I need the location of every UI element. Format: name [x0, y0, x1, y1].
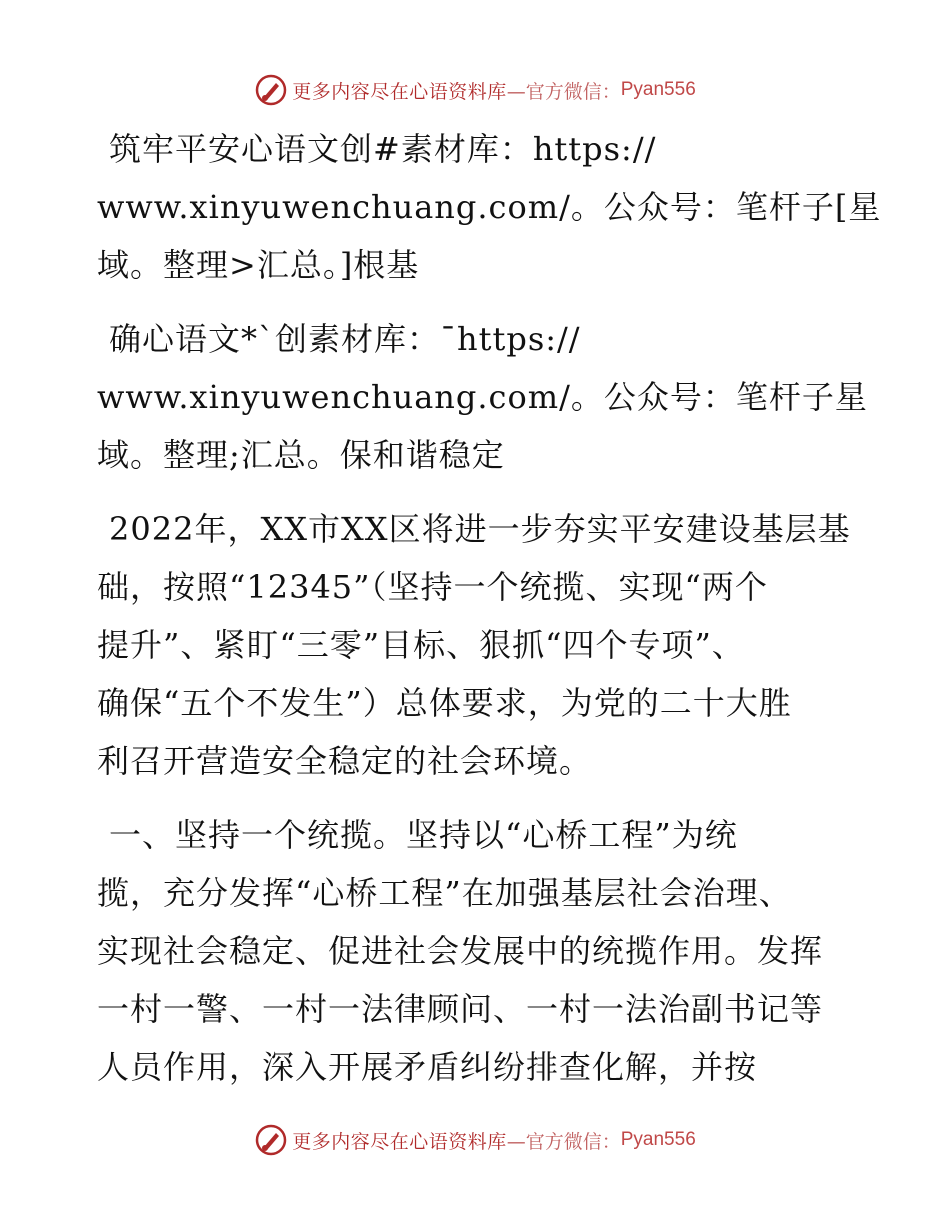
paragraph-line: 筑牢平安心语文创#素材库：https:// — [109, 130, 657, 168]
document-body — [97, 120, 882, 1112]
brush-logo-icon — [254, 73, 288, 107]
paragraph-line: 人员作用，深入开展矛盾纠纷排查化解，并按 — [97, 1048, 758, 1086]
paragraph-line: 确保“五个不发生”）总体要求，为党的二十大胜 — [97, 684, 792, 722]
paragraph-line: www.xinyuwenchuang.com/。公众号：笔杆子[星 — [97, 188, 882, 226]
watermark-text: 更多内容尽在心语资料库 — [292, 80, 507, 103]
paragraph-line: 2022年，XX市XX区将进一步夯实平安建设基层基 — [109, 510, 851, 548]
header-watermark — [0, 68, 950, 112]
watermark-account: Pyan556 — [620, 1129, 696, 1150]
paragraph-line: 利召开营造安全稳定的社会环境。 — [97, 742, 593, 780]
paragraph-line: 揽，充分发挥“心桥工程”在加强基层社会治理、 — [97, 874, 792, 912]
footer-watermark — [0, 1118, 950, 1162]
watermark-separator: —官方微信： — [506, 1130, 621, 1153]
paragraph-line: 域。整理;汇总。保和谐稳定 — [97, 436, 505, 474]
paragraph-2 — [97, 310, 867, 484]
paragraph-line: 础，按照“12345”（坚持一个统揽、实现“两个 — [97, 568, 768, 606]
watermark-separator: —官方微信： — [506, 80, 621, 103]
brush-logo-icon — [254, 1123, 288, 1157]
paragraph-line: 域。整理>汇总。]根基 — [97, 246, 420, 284]
paragraph-3 — [97, 500, 867, 790]
watermark-account: Pyan556 — [620, 79, 696, 100]
paragraph-line: 一村一警、一村一法律顾问、一村一法治副书记等 — [97, 990, 824, 1028]
paragraph-line: www.xinyuwenchuang.com/。公众号：笔杆子星 — [97, 378, 868, 416]
paragraph-line: 一、坚持一个统揽。坚持以“心桥工程”为统 — [109, 816, 738, 854]
paragraph-4 — [97, 806, 867, 1096]
watermark-text: 更多内容尽在心语资料库 — [292, 1130, 507, 1153]
paragraph-line: 实现社会稳定、促进社会发展中的统揽作用。发挥 — [97, 932, 824, 970]
paragraph-1 — [97, 120, 882, 294]
paragraph-line: 提升”、紧盯“三零”目标、狠抓“四个专项”、 — [97, 626, 745, 664]
paragraph-line: 确心语文*`创素材库：¯https:// — [109, 320, 581, 358]
